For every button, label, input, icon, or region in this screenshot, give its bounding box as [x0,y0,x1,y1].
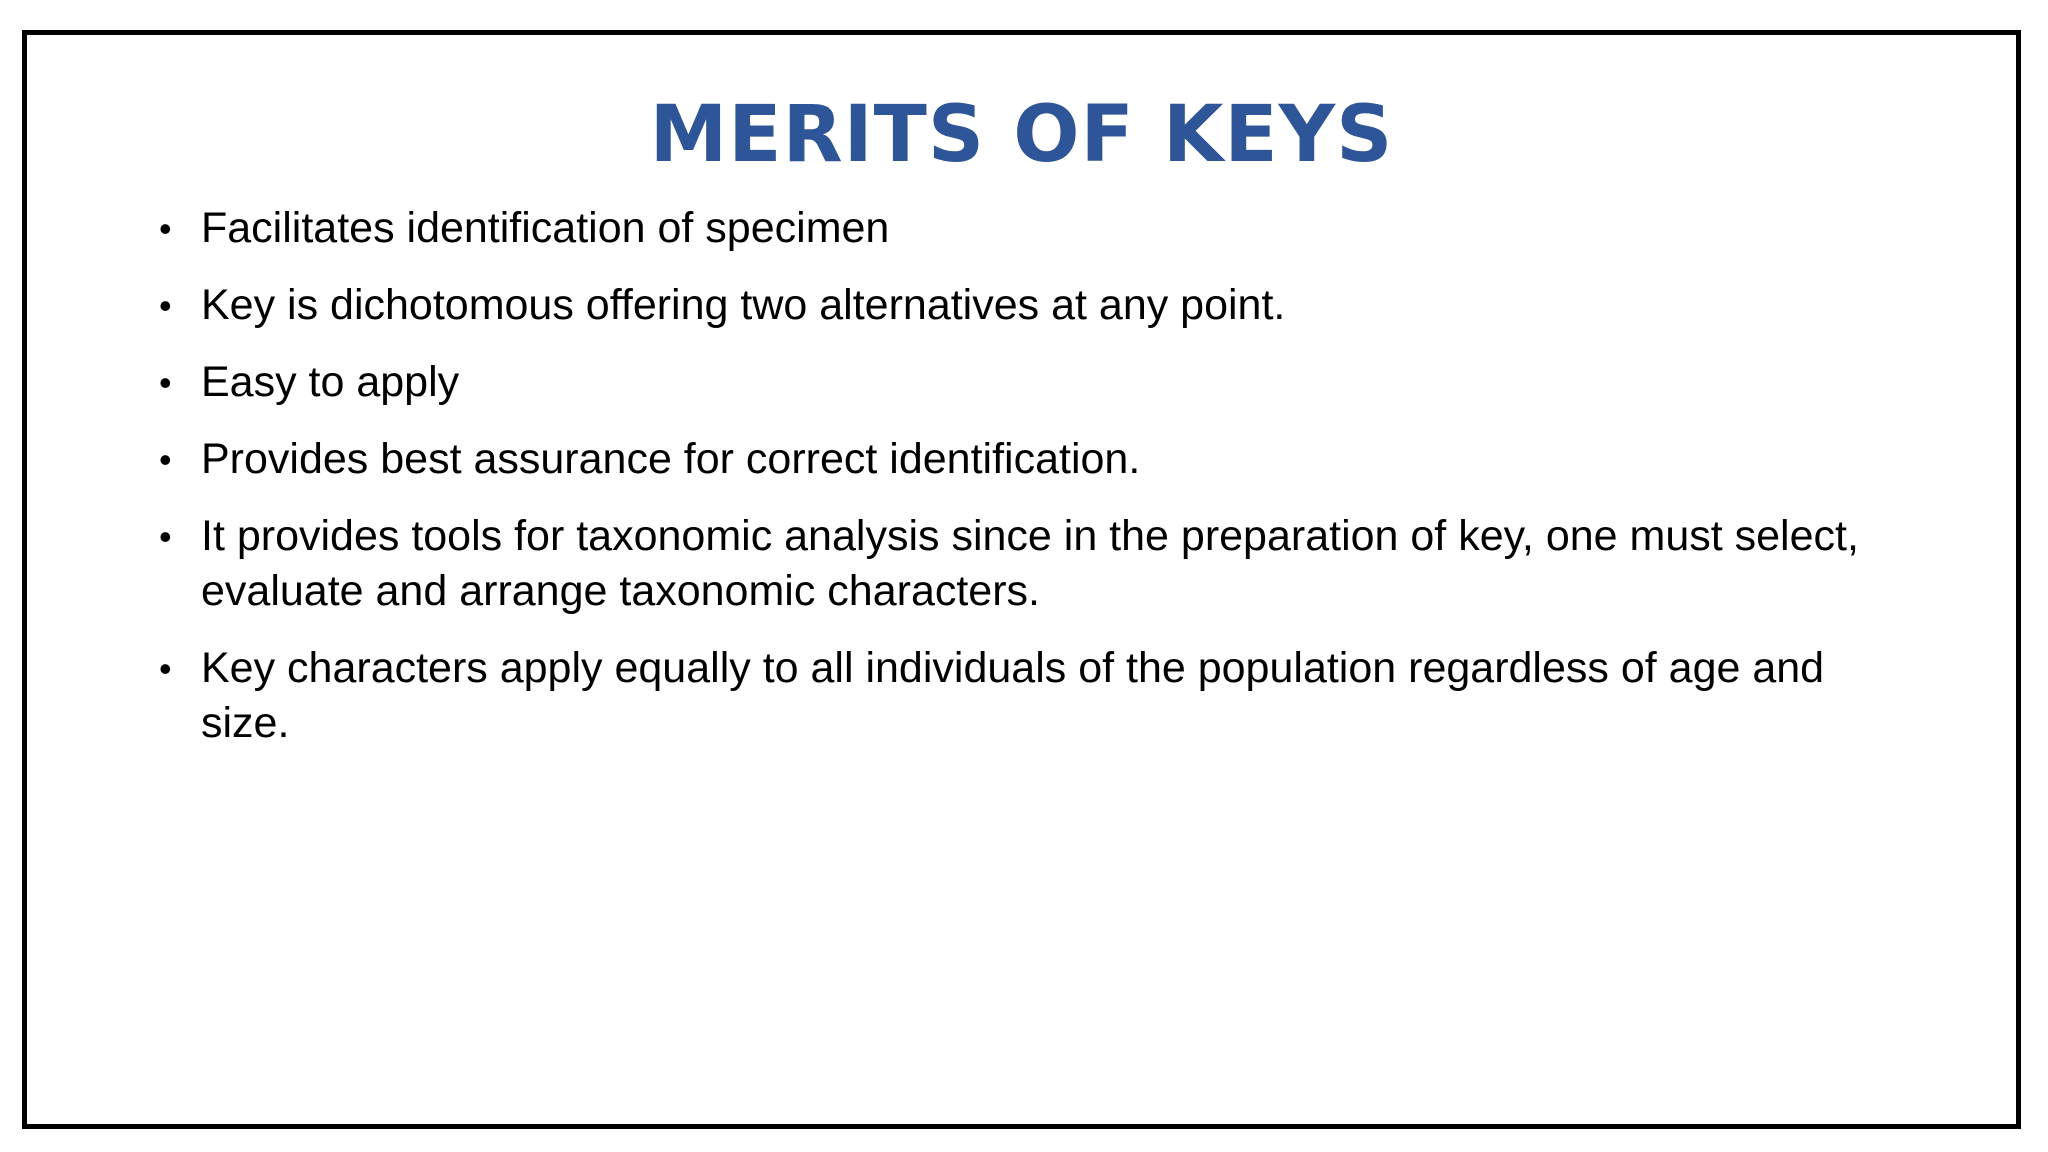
bullet-text: Facilitates identification of specimen [201,204,890,252]
bullet-point-icon: • [159,516,172,557]
bullet-text: It provides tools for taxonomic analysis since in the preparation of key, one must select, evaluate and arrange taxonomic characters. [201,512,1859,615]
bullet-point-icon: • [159,285,172,326]
bullet-item [157,509,1917,619]
bullet-point-icon: • [159,362,172,403]
bullet-point-icon: • [159,648,172,689]
bullet-text: Easy to apply [201,358,460,406]
bullet-item [157,201,1917,256]
bullet-item [157,278,1917,333]
bullet-item [157,641,1917,751]
bullet-point-icon: • [159,208,172,249]
bullet-item [157,432,1917,487]
bullet-item [157,355,1917,410]
bullet-point-icon: • [159,439,172,480]
slide-title: MERITS OF KEYS [649,90,1394,180]
bullet-list [157,201,1917,773]
bullet-text: Key characters apply equally to all individuals of the population regardless of age and size. [201,644,1825,747]
bullet-text: Key is dichotomous offering two alternatives at any point. [201,281,1286,329]
bullet-text: Provides best assurance for correct identification. [201,435,1141,483]
slide-frame [22,30,2021,1129]
